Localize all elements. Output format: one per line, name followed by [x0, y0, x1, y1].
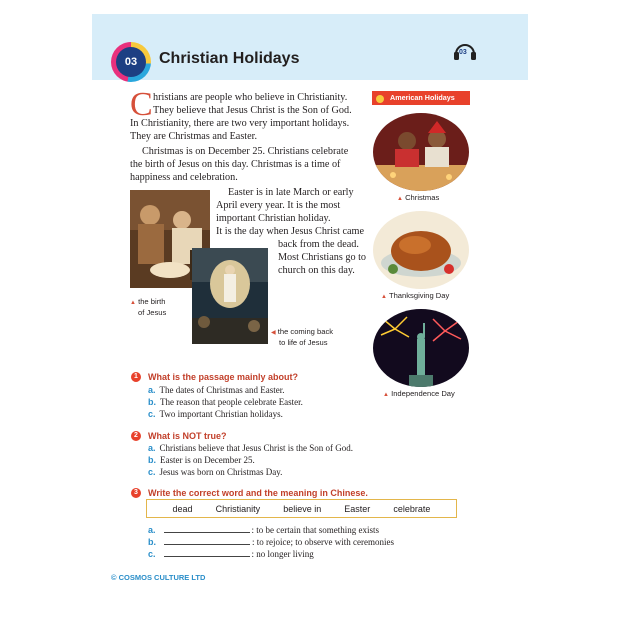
- banner-dot-icon: [376, 95, 384, 103]
- caption-line: to life of Jesus: [279, 338, 328, 347]
- fill-blank-item: [148, 549, 314, 559]
- blank-letter: b.: [148, 537, 156, 547]
- question-number: 2: [131, 431, 141, 441]
- caption-thanksgiving: [381, 291, 449, 302]
- lesson-number: 03: [116, 47, 146, 77]
- answer-option[interactable]: [148, 455, 255, 465]
- blank-definition: : to rejoice; to observe with ceremonies: [252, 537, 394, 547]
- passage-line: Most Christians go to: [278, 252, 367, 263]
- blank-letter: a.: [148, 525, 156, 535]
- option-letter: a.: [148, 443, 156, 453]
- passage-line: They believe that Jesus Christ is the Son of God.: [153, 105, 352, 116]
- option-letter: a.: [148, 385, 156, 395]
- answer-option[interactable]: [148, 385, 284, 395]
- lesson-number-badge: [111, 42, 151, 82]
- question-text: What is the passage mainly about?: [148, 372, 299, 382]
- blank-definition: : to be certain that something exists: [251, 525, 379, 535]
- passage-line: It is the day when Jesus Christ came: [216, 226, 364, 237]
- passage-line: hristians are people who believe in Christianity.: [153, 92, 348, 103]
- answer-blank[interactable]: [164, 556, 250, 557]
- word-bank: [146, 499, 457, 518]
- answer-option[interactable]: [148, 467, 282, 477]
- caption-text: Thanksgiving Day: [388, 291, 450, 300]
- passage-line: Easter is in late March or early: [228, 187, 354, 198]
- question-text: Write the correct word and the meaning in Chinese.: [148, 488, 368, 498]
- copyright-notice: © COSMOS CULTURE LTD: [111, 573, 206, 582]
- caption-marker-icon: ▲: [383, 392, 389, 398]
- audio-track-number: 03: [459, 49, 467, 56]
- caption-line: of Jesus: [138, 308, 167, 317]
- word-bank-item: celebrate: [393, 503, 431, 514]
- option-text: The reason that people celebrate Easter.: [160, 397, 303, 407]
- word-bank-item: dead: [172, 503, 193, 514]
- fill-blank-item: [148, 537, 394, 547]
- caption-marker-icon: ▲: [397, 196, 403, 202]
- option-text: Jesus was born on Christmas Day.: [159, 467, 283, 477]
- answer-option[interactable]: [148, 397, 303, 407]
- word-bank-item: Easter: [344, 503, 371, 514]
- passage-line: back from the dead.: [278, 239, 359, 250]
- answer-option[interactable]: [148, 409, 283, 419]
- caption-line: the coming back: [277, 327, 334, 336]
- question-text: What is NOT true?: [148, 431, 227, 441]
- option-letter: c.: [148, 409, 156, 419]
- caption-christmas: [397, 193, 439, 204]
- passage-line: In Christianity, there are two very important holidays.: [130, 118, 350, 129]
- independence-day-photo: [373, 309, 469, 387]
- thanksgiving-photo: [373, 211, 469, 289]
- word-bank-item: believe in: [283, 503, 322, 514]
- caption-marker-icon: ▲: [130, 300, 136, 306]
- caption-text: Independence Day: [391, 389, 455, 398]
- question-number: 3: [131, 488, 141, 498]
- caption-marker-icon: ◀: [271, 330, 276, 336]
- answer-option[interactable]: [148, 443, 353, 453]
- question-number: 1: [131, 372, 141, 382]
- word-bank-item: Christianity: [215, 503, 261, 514]
- option-letter: b.: [148, 455, 156, 465]
- american-holidays-banner: American Holidays: [372, 91, 470, 105]
- answer-blank[interactable]: [164, 544, 250, 545]
- blank-letter: c.: [148, 549, 156, 559]
- caption-text: Christmas: [405, 193, 440, 202]
- caption-coming-back: [271, 327, 333, 347]
- answer-blank[interactable]: [164, 532, 250, 533]
- caption-independence-day: [383, 389, 455, 400]
- option-letter: c.: [148, 467, 156, 477]
- option-text: Easter is on December 25.: [160, 455, 255, 465]
- page-title: Christian Holidays: [159, 50, 300, 67]
- option-text: The dates of Christmas and Easter.: [159, 385, 285, 395]
- passage-line: Christmas is on December 25. Christians celebrate: [142, 146, 349, 157]
- caption-marker-icon: ▲: [381, 294, 387, 300]
- blank-definition: : no longer living: [251, 549, 314, 559]
- fill-blank-item: [148, 525, 379, 535]
- christmas-photo: [373, 113, 469, 191]
- option-text: Two important Christian holidays.: [159, 409, 283, 419]
- caption-line: the birth: [138, 297, 166, 306]
- option-letter: b.: [148, 397, 156, 407]
- caption-birth-of-jesus: [130, 297, 166, 317]
- passage-line: happiness and celebration.: [130, 172, 238, 183]
- passage-line: April every year. It is the most: [216, 200, 341, 211]
- drop-cap: C: [130, 86, 153, 123]
- passage-line: important Christian holiday.: [216, 213, 331, 224]
- resurrection-painting: [192, 248, 268, 344]
- option-text: Christians believe that Jesus Christ is the Son of God.: [159, 443, 354, 453]
- passage-line: the birth of Jesus on this day. Christmas is a time of: [130, 159, 341, 170]
- passage-line: church on this day.: [278, 265, 355, 276]
- passage-line: They are Christmas and Easter.: [130, 131, 258, 142]
